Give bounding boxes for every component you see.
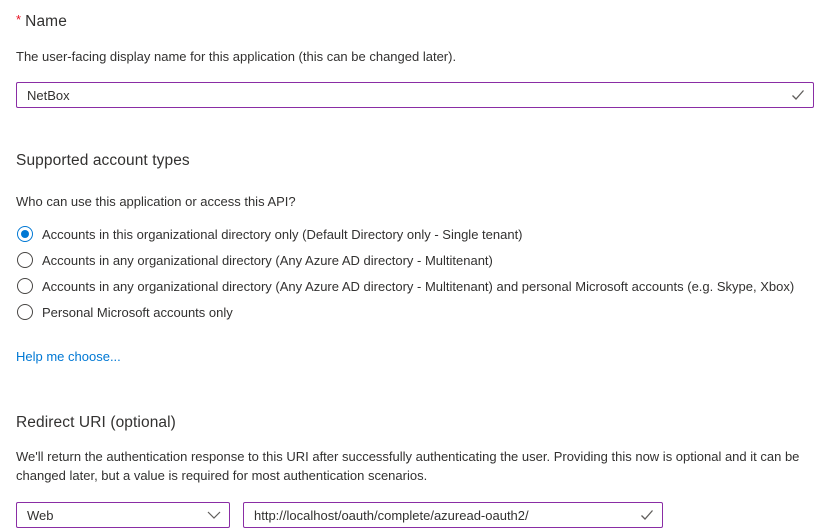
radio-single-tenant[interactable] bbox=[16, 221, 813, 247]
account-types-title: Supported account types bbox=[16, 152, 190, 169]
radio-personal-only[interactable] bbox=[16, 299, 813, 325]
required-marker: * bbox=[16, 12, 22, 27]
platform-select-value: Web bbox=[27, 507, 54, 523]
radio-label: Accounts in any organizational directory (Any Azure AD directory - Multitenant) and personal Microsoft accounts (e.g. Skype, Xbox) bbox=[42, 278, 795, 294]
account-types-radio-group bbox=[16, 221, 813, 325]
chevron-down-icon bbox=[207, 511, 221, 519]
redirect-uri-description: We'll return the authentication response to this URI after successfully authenticating the user. Providing this now is optional and it can be changed later, but a value is required for most authentication scenarios. bbox=[16, 449, 800, 483]
name-title-text: Name bbox=[25, 13, 67, 30]
name-section-title bbox=[16, 12, 813, 31]
name-input[interactable] bbox=[17, 83, 813, 107]
radio-label: Personal Microsoft accounts only bbox=[42, 304, 233, 320]
redirect-uri-row bbox=[16, 502, 813, 528]
name-input-field bbox=[16, 82, 814, 108]
platform-select[interactable] bbox=[16, 502, 230, 528]
radio-multitenant-personal[interactable] bbox=[16, 273, 813, 299]
radio-multitenant[interactable] bbox=[16, 247, 813, 273]
name-description: The user-facing display name for this application (this can be changed later). bbox=[16, 49, 457, 64]
help-me-choose-link[interactable]: Help me choose... bbox=[16, 349, 121, 364]
radio-button-icon bbox=[17, 226, 33, 242]
radio-button-icon bbox=[17, 304, 33, 320]
radio-label: Accounts in any organizational directory (Any Azure AD directory - Multitenant) bbox=[42, 252, 493, 268]
redirect-uri-input-field bbox=[243, 502, 663, 528]
radio-button-icon bbox=[17, 278, 33, 294]
radio-button-icon bbox=[17, 252, 33, 268]
redirect-uri-title: Redirect URI (optional) bbox=[16, 414, 176, 431]
redirect-uri-input[interactable] bbox=[244, 503, 662, 527]
account-types-question: Who can use this application or access this API? bbox=[16, 194, 296, 209]
radio-label: Accounts in this organizational directory only (Default Directory only - Single tenant) bbox=[42, 226, 523, 242]
